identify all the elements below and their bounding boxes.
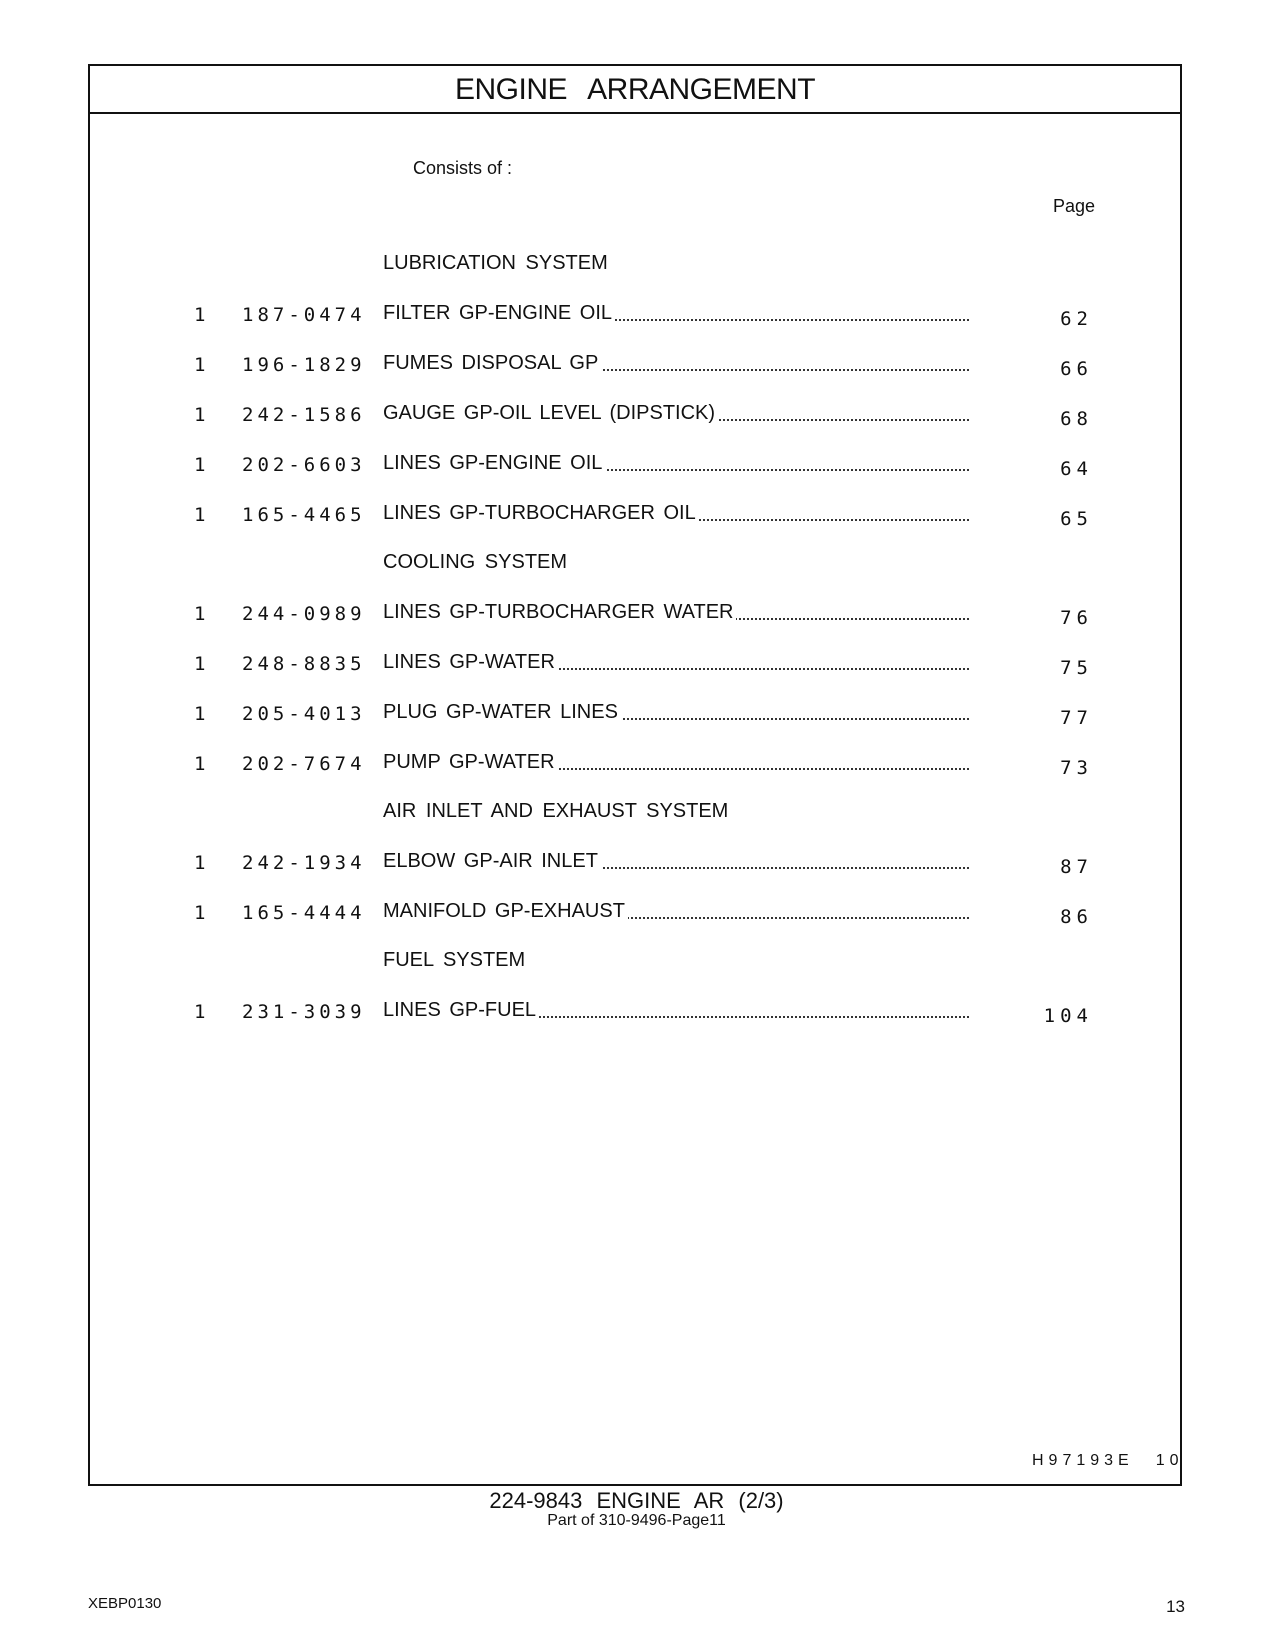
page-title: ENGINE ARRANGEMENT — [90, 66, 1180, 114]
page-column-header: Page — [1053, 196, 1096, 216]
page-reference: 104 — [1043, 1005, 1093, 1027]
page-reference: 86 — [1060, 906, 1093, 928]
part-description: PLUG GP-WATER LINES — [383, 701, 969, 724]
quantity: 1 — [194, 304, 206, 326]
page-reference: 62 — [1060, 308, 1093, 330]
parts-row — [0, 601, 1273, 627]
quantity: 1 — [194, 504, 206, 526]
quantity: 1 — [194, 852, 206, 874]
section-heading-lubrication: LUBRICATION SYSTEM — [383, 252, 608, 274]
part-number: 165-4465 — [242, 504, 366, 526]
section-heading-cooling: COOLING SYSTEM — [383, 551, 568, 573]
quantity: 1 — [194, 404, 206, 426]
page-reference: 73 — [1060, 757, 1093, 779]
part-number: 205-4013 — [242, 703, 366, 725]
quantity: 1 — [194, 603, 206, 625]
page-reference: 65 — [1060, 508, 1093, 530]
parts-row — [0, 701, 1273, 727]
parts-row — [0, 352, 1273, 378]
parts-row — [0, 850, 1273, 876]
part-number: 187-0474 — [242, 304, 366, 326]
quantity: 1 — [194, 902, 206, 924]
part-number: 165-4444 — [242, 902, 366, 924]
part-description: LINES GP-FUEL — [383, 999, 969, 1022]
part-number: 202-6603 — [242, 454, 366, 476]
part-description: PUMP GP-WATER — [383, 751, 969, 774]
quantity: 1 — [194, 753, 206, 775]
quantity: 1 — [194, 354, 206, 376]
quantity: 1 — [194, 703, 206, 725]
part-description: FUMES DISPOSAL GP — [383, 352, 969, 375]
part-description: FILTER GP-ENGINE OIL — [383, 302, 969, 325]
part-description: ELBOW GP-AIR INLET — [383, 850, 969, 873]
parts-row — [0, 651, 1273, 677]
page-reference: 87 — [1060, 856, 1093, 878]
quantity: 1 — [194, 653, 206, 675]
parts-row — [0, 302, 1273, 328]
quantity: 1 — [194, 454, 206, 476]
page-reference: 76 — [1060, 607, 1093, 629]
section-heading-air-inlet-exhaust: AIR INLET AND EXHAUST SYSTEM — [383, 800, 729, 822]
part-number: 196-1829 — [242, 354, 366, 376]
part-number: 248-8835 — [242, 653, 366, 675]
illustration-reference — [1032, 1452, 1184, 1470]
illustration-code: H97193E — [1032, 1452, 1134, 1469]
part-description: LINES GP-WATER — [383, 651, 969, 674]
part-number: 202-7674 — [242, 753, 366, 775]
part-of-reference: Part of 310-9496-Page11 — [547, 1512, 726, 1529]
page-reference: 66 — [1060, 358, 1093, 380]
consists-of-label: Consists of : — [413, 158, 513, 178]
page-reference: 75 — [1060, 657, 1093, 679]
part-description: GAUGE GP-OIL LEVEL (DIPSTICK) — [383, 402, 969, 425]
section-heading-fuel: FUEL SYSTEM — [383, 949, 526, 971]
parts-row — [0, 402, 1273, 428]
part-number: 242-1586 — [242, 404, 366, 426]
part-number: 231-3039 — [242, 1001, 366, 1023]
part-description: MANIFOLD GP-EXHAUST — [383, 900, 969, 923]
document-code: XEBP0130 — [88, 1595, 162, 1612]
part-description: LINES GP-TURBOCHARGER OIL — [383, 502, 969, 525]
part-number: 244-0989 — [242, 603, 366, 625]
page-reference: 77 — [1060, 707, 1093, 729]
parts-row — [0, 502, 1273, 528]
page-reference: 68 — [1060, 408, 1093, 430]
group-caption: 224-9843 ENGINE AR (2/3) — [489, 1488, 784, 1513]
part-description: LINES GP-ENGINE OIL — [383, 452, 969, 475]
page-reference: 64 — [1060, 458, 1093, 480]
parts-row — [0, 900, 1273, 926]
parts-row — [0, 452, 1273, 478]
parts-row — [0, 751, 1273, 777]
part-description: LINES GP-TURBOCHARGER WATER — [383, 601, 969, 624]
quantity: 1 — [194, 1001, 206, 1023]
part-number: 242-1934 — [242, 852, 366, 874]
page-number: 13 — [1166, 1597, 1185, 1616]
sheet-number: 10 — [1155, 1452, 1184, 1469]
parts-row — [0, 999, 1273, 1025]
